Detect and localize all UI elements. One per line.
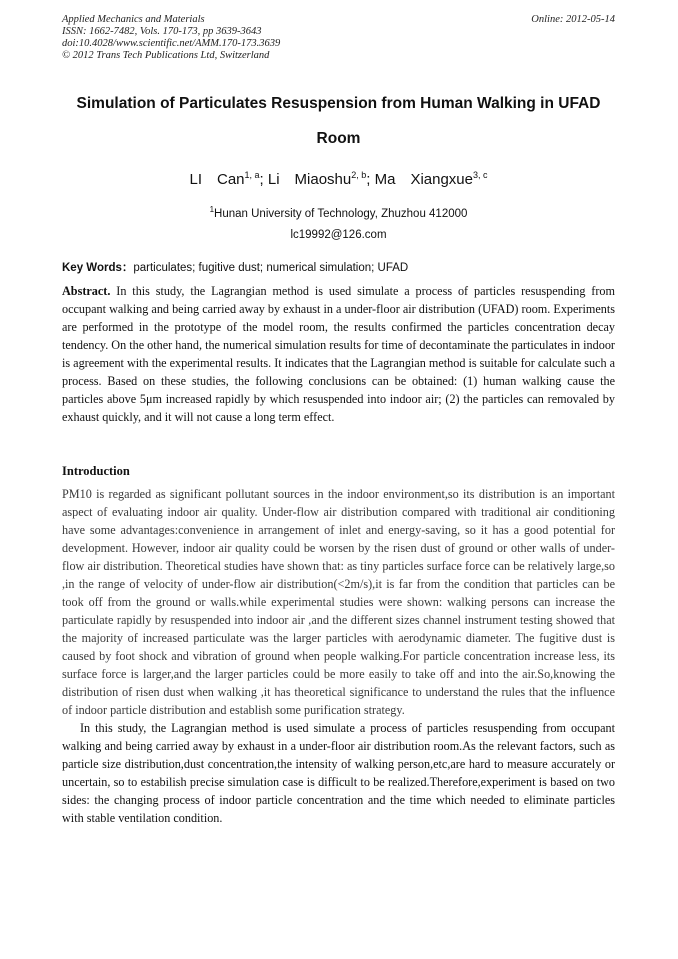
author-name: ; Li Miaoshu <box>259 171 352 188</box>
body-paragraph: In this study, the Lagrangian method is used simulate a process of particles resuspending from occupant walking and being carried away by exhaust in a under-floor air distribution room.As the relevant factors, such as particle size distribution,dust concentration,the intensity of walking person,etc,are hard to measure accurately or uncertain, so to estabilish precise simulation case is difficult to be realized.Therefore,experiment is based on two sides: the changing process of indoor particle concentration and the time which needed to eliminate particles with stable ventilation condition. <box>62 721 615 825</box>
body-paragraph: PM10 is regarded as significant pollutant sources in the indoor environment,so its distribution is an important aspect of evaluating indoor air quality. Under-flow air distribution compared with traditional air conditioning have some advantages:convenience in arrangement of inlet and energy-saving, so it has a good potential for development. However, indoor air quality could be worsen by the risen dust of ground or other walls of under-flow air distribution. Theoretical studies have shown that: as tiny particles surface force can be relatively large,so ,in the range of velocity of under-flow air distribution(<2m/s),it is far from the condition that particles can be took off from the ground or walls.while experimental studies were shown: walking persons can increase the particulate rapidly by resuspended into indoor air ,and the different sizes channel instrument testing showed that the majority of increased particulate was the larger particles with aerodynamic diameter. The fugitive dust is caused by foot shock and vibration of ground when people walking.For particle concentration increase less, its surface force is larger,and the larger particles could be more easily to take off and into the air.So,knowing the distribution of risen dust when walking ,it has theoretical significance to understand the rules that the influence of indoor particle distribution and establish some purification strategy. <box>62 487 615 717</box>
author-email: lc19992@126.com <box>290 229 387 241</box>
author-affiliation-mark: 3, c <box>473 170 488 180</box>
abstract <box>62 282 615 426</box>
online-date: Online: 2012-05-14 <box>531 14 615 25</box>
abstract-label: Abstract. <box>62 284 111 298</box>
abstract-text: In this study, the Lagrangian method is used simulate a process of particles resuspending from occupant walking and being carried away by exhaust in a under-floor air distribution (UFAD) room. Experiments are performed in the prototype of the model room, the results confirmed the particles concentration decay tendency. On the other hand, the numerical simulation results for time of decontaminate the particulates in indoor is agreement with the experimental results. It indicates that the Lagrangian method is suitable for calculate such a process. Based on these studies, the following conclusions can be obtained: (1) human walking cause the particles above 5μm increased rapidly by which resuspended into indoor air; (2) the particles can removaled by exhaust quickly, and it will not cause a long term effect. <box>62 284 615 424</box>
issn-line: ISSN: 1662-7482, Vols. 170-173, pp 3639-3643 <box>62 26 262 37</box>
section-heading-introduction: Introduction <box>62 464 130 478</box>
journal-header <box>62 14 615 62</box>
author-list <box>62 164 615 191</box>
paper-title: Simulation of Particulates Resuspension from Human Walking in UFAD Room <box>76 95 601 147</box>
affiliation-text: Hunan University of Technology, Zhuzhou 412000 <box>214 208 468 220</box>
author-name: ; Ma Xiangxue <box>366 171 473 188</box>
doi-line: doi:10.4028/www.scientific.net/AMM.170-173.3639 <box>62 38 281 49</box>
author-affiliation-mark: 1, a <box>244 170 260 180</box>
copyright-line: © 2012 Trans Tech Publications Ltd, Switzerland <box>62 50 270 61</box>
author-affiliation-mark: 2, b <box>351 170 367 180</box>
journal-name: Applied Mechanics and Materials <box>62 14 205 25</box>
keywords-text: particulates; fugitive dust; numerical simulation; UFAD <box>133 262 409 274</box>
affiliation-mark: 1 <box>209 205 215 214</box>
affiliation <box>62 202 615 222</box>
keywords <box>62 260 615 276</box>
keywords-label: Key Words： <box>62 262 134 274</box>
introduction-body <box>62 485 615 827</box>
author-name: LI Can <box>189 171 245 188</box>
